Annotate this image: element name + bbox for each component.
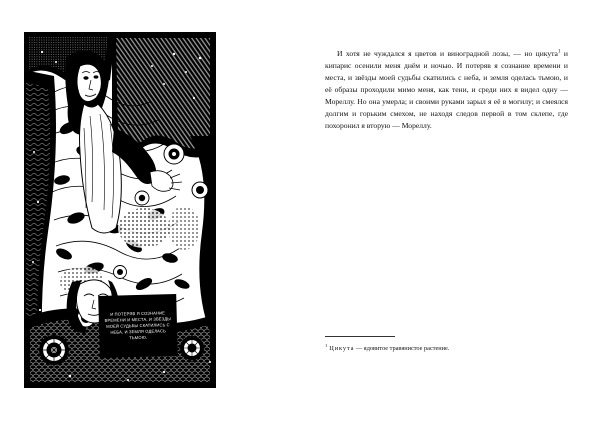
body-text-part-2: и кипарис осенили меня днём и ночью. И потеряв я сознание времени и места, и звёзды моей судьбы скатились с неба, и земля оделась тьмою, и её образы проходили мимо меня, как тени, и среди них я видел одну — Мореллу. Но она умерла; и своими руками зарыл я её в могилу; и смеялся долгим и горьким смехом, не находя следов первой в том склепе, где похоронил я вторую — Мореллу.: [325, 49, 568, 130]
footnote-number: 1: [325, 342, 328, 348]
footnote: [325, 344, 568, 353]
right-page: [300, 0, 600, 422]
footnote-reference-marker: 1: [557, 48, 561, 55]
footnote-term: Цикута: [329, 345, 355, 352]
body-text-part-1: И хотя не чуждался я цветов и виноградной лозы, — но цикута: [337, 49, 558, 58]
footnote-separator-rule: [325, 336, 395, 337]
illustration-caption-overlay: И ПОТЕРЯВ Я СОЗНАНИЕ ВРЕМЕНИ И МЕСТА, И ЗВЁЗДЫ МОЕЙ СУДЬБЫ СКАТИЛИСЬ С НЕБА, И ЗЕМЛЯ ОДЕЛАСЬ ТЬМОЮ.: [104, 310, 172, 340]
footnote-definition: — ядовитое травянистое растение.: [354, 345, 450, 352]
body-paragraph: [325, 48, 568, 132]
